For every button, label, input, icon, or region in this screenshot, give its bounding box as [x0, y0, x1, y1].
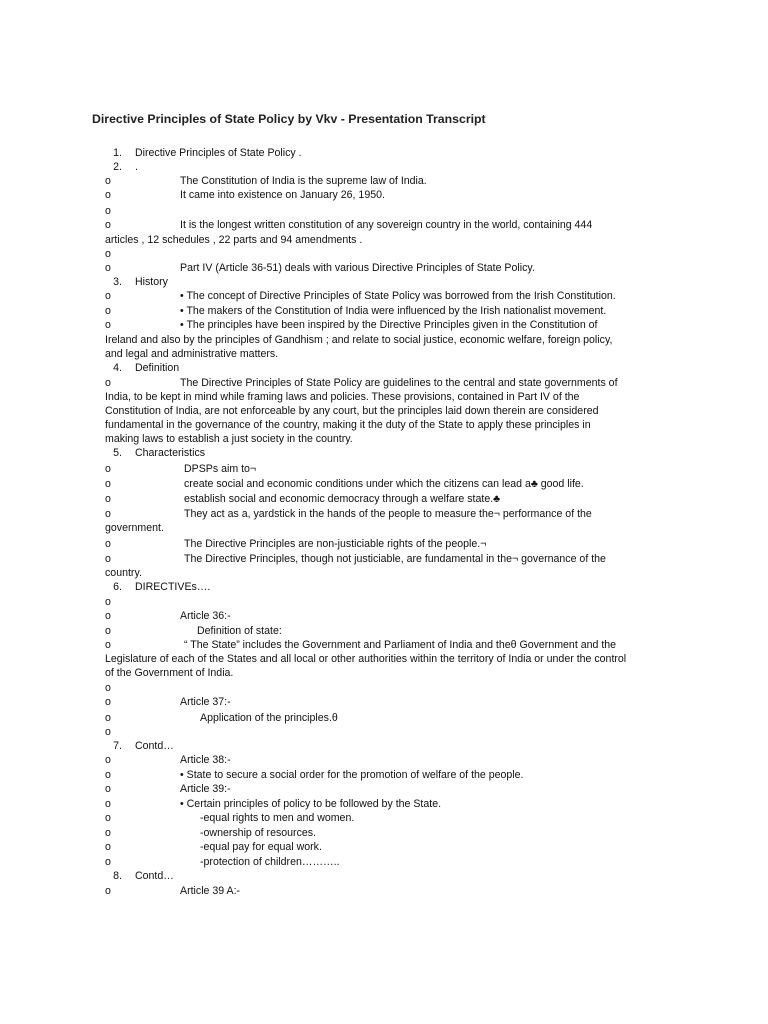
list-item: o -equal pay for equal work. — [105, 841, 322, 853]
list-item: 8. Contd… — [113, 870, 174, 882]
list-item: o -ownership of resources. — [105, 827, 316, 839]
text-line: Ireland and also by the principles of Gandhism ; and relate to social justice, economic welfare, foreign policy, — [105, 334, 613, 346]
list-item: o — [105, 248, 111, 260]
text-line: Constitution of India, are not enforceable by any court, but the principles laid down therein are considered — [105, 405, 599, 417]
list-item: o Article 36:- — [105, 610, 231, 622]
text-line: Legislature of each of the States and all local or other authorities within the territory of India or under the control — [105, 653, 627, 665]
list-item: o Article 37:- — [105, 696, 231, 708]
list-item: o The Constitution of India is the supreme law of India. — [105, 175, 427, 187]
list-item: 4. Definition — [113, 362, 180, 374]
list-item: o They act as a, yardstick in the hands of the people to measure the¬ performance of the — [105, 508, 592, 520]
list-item: o “ The State” includes the Government and Parliament of India and theθ Government and the — [105, 639, 617, 651]
list-item: o — [105, 682, 111, 694]
document-title: Directive Principles of State Policy by Vkv - Presentation Transcript — [92, 112, 486, 126]
list-item: o — [105, 596, 111, 608]
text-line: government. — [105, 522, 164, 534]
list-item: o The Directive Principles of State Policy are guidelines to the central and state governments of — [105, 377, 618, 389]
list-item: 7. Contd… — [113, 740, 174, 752]
list-item: o Application of the principles.θ — [105, 712, 338, 724]
list-item: 2. . — [113, 161, 138, 173]
list-item: o -protection of children……….. — [105, 856, 340, 868]
list-item: o The Directive Principles, though not justiciable, are fundamental in the¬ governance of the — [105, 553, 606, 565]
list-item: o It is the longest written constitution of any sovereign country in the world, containing 444 — [105, 219, 593, 231]
text-line: country. — [105, 567, 142, 579]
list-item: o Article 38:- — [105, 754, 231, 766]
text-line: of the Government of India. — [105, 667, 234, 679]
list-item: o establish social and economic democracy through a welfare state.♣ — [105, 493, 501, 505]
list-item: o • State to secure a social order for the promotion of welfare of the people. — [105, 769, 524, 781]
list-item: o • The principles have been inspired by the Directive Principles given in the Constitution of — [105, 319, 598, 331]
list-item: 3. History — [113, 276, 168, 288]
list-item: o Definition of state: — [105, 625, 282, 637]
list-item: o • The concept of Directive Principles of State Policy was borrowed from the Irish Constitution. — [105, 290, 616, 302]
text-line: India, to be kept in mind while framing laws and policies. These provisions, contained in Part IV of the — [105, 391, 580, 403]
list-item: 6. DIRECTIVEs…. — [113, 581, 211, 593]
list-item: o Part IV (Article 36-51) deals with various Directive Principles of State Policy. — [105, 262, 535, 274]
list-item: o Article 39:- — [105, 783, 231, 795]
list-item: o It came into existence on January 26, 1950. — [105, 189, 385, 201]
list-item: 5. Characteristics — [113, 447, 206, 459]
text-line: articles , 12 schedules , 22 parts and 94 amendments . — [105, 234, 363, 246]
list-item: o create social and economic conditions under which the citizens can lead a♣ good life. — [105, 478, 584, 490]
list-item: o • Certain principles of policy to be followed by the State. — [105, 798, 442, 810]
list-item: o • The makers of the Constitution of India were influenced by the Irish nationalist movement. — [105, 305, 607, 317]
text-line: and legal and administrative matters. — [105, 348, 279, 360]
text-line: making laws to establish a just society in the country. — [105, 433, 353, 445]
list-item: o — [105, 726, 111, 738]
list-item: o — [105, 205, 111, 217]
text-line: fundamental in the governance of the country, making it the duty of the State to apply these principles in — [105, 419, 591, 431]
list-item: o -equal rights to men and women. — [105, 812, 355, 824]
list-item: o DPSPs aim to¬ — [105, 463, 257, 475]
list-item: o Article 39 A:- — [105, 885, 241, 897]
list-item: o The Directive Principles are non-justiciable rights of the people.¬ — [105, 538, 487, 550]
list-item: 1. Directive Principles of State Policy . — [113, 147, 302, 159]
